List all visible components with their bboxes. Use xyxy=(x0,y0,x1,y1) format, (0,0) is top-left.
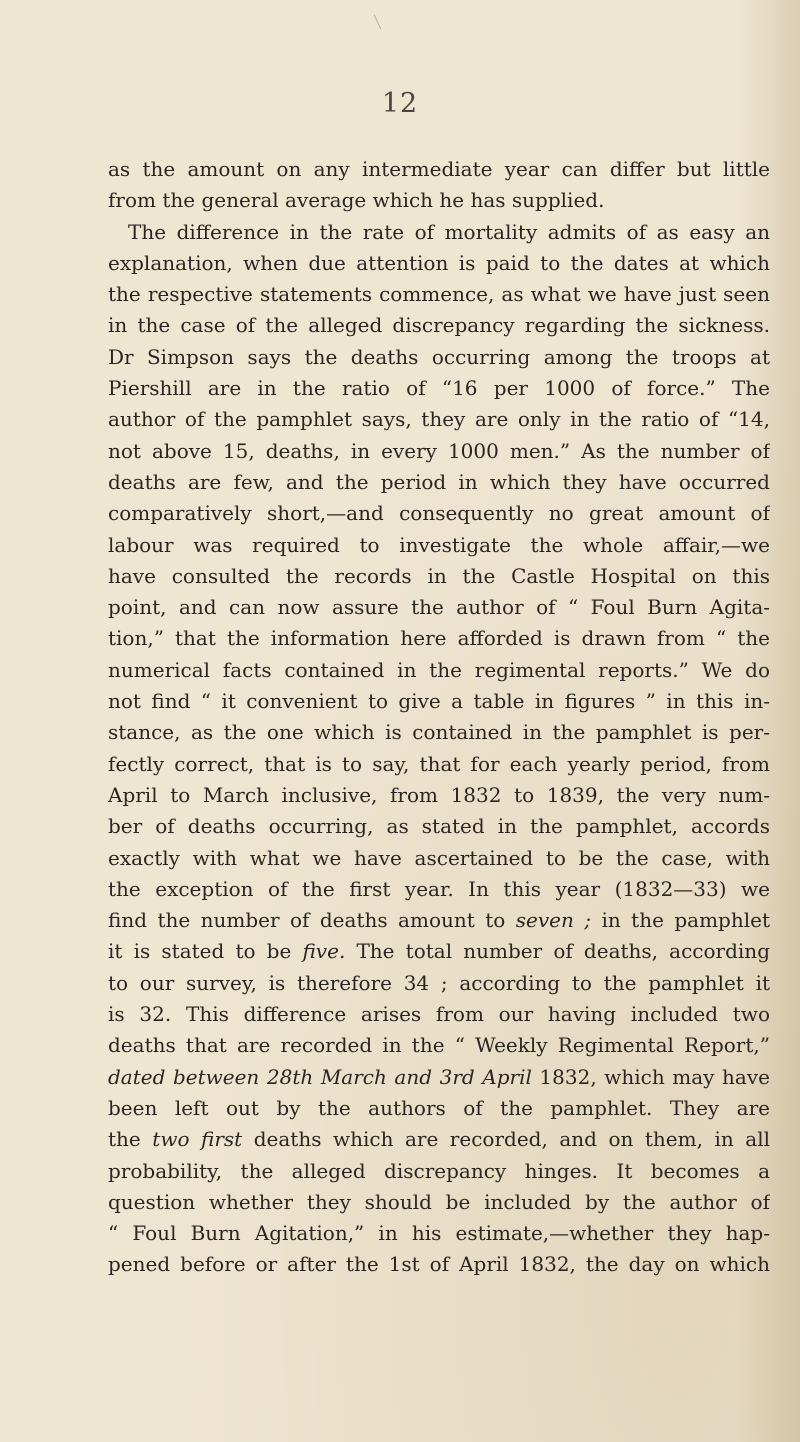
text-line: ber of deaths occurring, as stated in the pamphlet, accords xyxy=(108,814,770,839)
text-line: have consulted the records in the Castle Hospital on this xyxy=(108,563,770,588)
text-line: probability, the alleged discrepancy hinges. It becomes a xyxy=(108,1158,770,1183)
text-line: to our survey, is therefore 34 ; according to the pamphlet it xyxy=(108,970,770,995)
body-text xyxy=(108,154,770,1281)
text-line: pened before or after the 1st of April 1832, the day on which xyxy=(108,1252,770,1277)
text-line: as the amount on any intermediate year can differ but little xyxy=(108,157,770,181)
text-line: from the general average which he has supplied. xyxy=(108,188,605,213)
text-line: it is stated to be five. The total number of deaths, according xyxy=(108,939,770,964)
text-line: Piershill are in the ratio of “16 per 1000 of force.” The xyxy=(108,376,770,401)
text-line: tion,” that the information here afforded is drawn from “ the xyxy=(108,626,770,651)
text-line: author of the pamphlet says, they are only in the ratio of “14, xyxy=(108,407,770,432)
text-line: Dr Simpson says the deaths occurring among the troops at xyxy=(108,344,770,369)
text-line: deaths that are recorded in the “ Weekly Regimental Report,” xyxy=(108,1033,770,1058)
text-line: the respective statements commence, as what we have just seen xyxy=(108,282,770,307)
text-line: explanation, when due attention is paid to the dates at which xyxy=(108,250,770,275)
text-line: the two first deaths which are recorded, and on them, in all xyxy=(108,1127,770,1152)
text-line: not find “ it convenient to give a table in figures ” in this in- xyxy=(108,689,770,714)
text-line: The difference in the rate of mortality admits of as easy an xyxy=(128,219,770,244)
stray-pencil-mark xyxy=(374,15,382,30)
italic-text: two first xyxy=(152,1127,243,1152)
text-line: question whether they should be included by the author of xyxy=(108,1189,770,1214)
text-line: find the number of deaths amount to seven ; in the pamphlet xyxy=(108,908,770,933)
text-line: not above 15, deaths, in every 1000 men.” As the number of xyxy=(108,438,770,463)
text-line: been left out by the authors of the pamphlet. They are xyxy=(108,1095,770,1120)
text-line: exactly with what we have ascertained to be the case, with xyxy=(108,845,770,870)
text-line: dated between 28th March and 3rd April 1832, which may have xyxy=(108,1064,770,1089)
text-line: April to March inclusive, from 1832 to 1839, the very num- xyxy=(108,782,770,807)
text-line: the exception of the first year. In this year (1832—33) we xyxy=(108,876,770,901)
page-number: 12 xyxy=(381,88,419,119)
text-line: is 32. This difference arises from our having included two xyxy=(108,1002,770,1027)
text-line: fectly correct, that is to say, that for each yearly period, from xyxy=(108,751,770,776)
italic-text: seven ; xyxy=(515,908,592,933)
text-line: labour was required to investigate the whole affair,—we xyxy=(108,532,770,557)
text-line: “ Foul Burn Agitation,” in his estimate,—whether they hap- xyxy=(108,1221,770,1246)
text-line: numerical facts contained in the regimental reports.” We do xyxy=(108,657,770,682)
text-line: stance, as the one which is contained in the pamphlet is per- xyxy=(108,720,770,745)
italic-text: five. xyxy=(302,939,346,964)
text-line: deaths are few, and the period in which they have occurred xyxy=(108,469,770,494)
text-line: point, and can now assure the author of “ Foul Burn Agita- xyxy=(108,595,770,620)
text-line: comparatively short,—and consequently no great amount of xyxy=(108,501,770,526)
italic-text: dated between 28th March and 3rd April xyxy=(108,1064,532,1089)
text-line: in the case of the alleged discrepancy regarding the sickness. xyxy=(108,313,770,338)
